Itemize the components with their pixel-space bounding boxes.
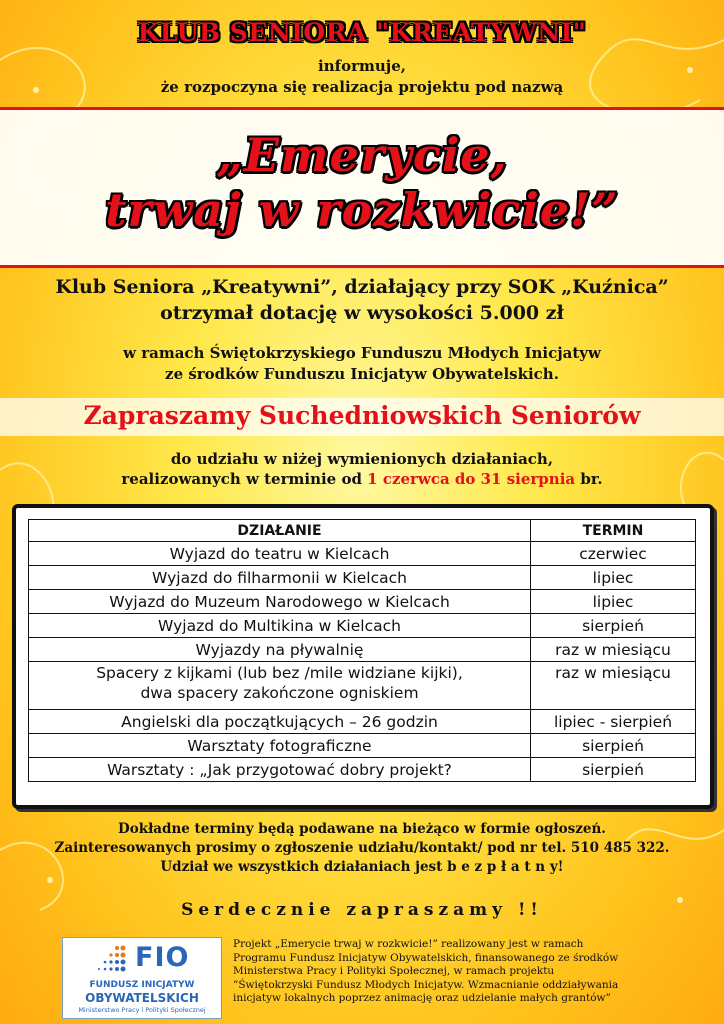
table-row — [29, 662, 696, 710]
logo-subtitle-1: FUNDUSZ INICJATYW — [89, 980, 195, 990]
header-project-intro: że rozpoczyna się realizacja projektu pod nazwą — [160, 78, 564, 96]
date-range: 1 czerwca do 31 sierpnia — [367, 470, 576, 488]
schedule-table — [28, 519, 696, 782]
table-row — [29, 566, 696, 590]
project-note-line-4: ”Świętokrzyski Fundusz Młodych Inicjatyw. Wzmacnianie oddziaływania — [233, 978, 619, 991]
activity-cell — [29, 662, 531, 710]
term-cell: lipiec — [531, 590, 696, 614]
term-cell: raz w miesiącu — [531, 662, 696, 710]
activity-cell: Wyjazd do filharmonii w Kielcach — [29, 566, 531, 590]
grant-line-1: Klub Seniora „Kreatywni”, działający przy SOK „Kuźnica” — [55, 276, 669, 298]
logo-subtitle-2: OBYWATELSKICH — [85, 991, 199, 1005]
table-row — [29, 758, 696, 782]
term-cell: lipiec - sierpień — [531, 710, 696, 734]
table-row — [29, 614, 696, 638]
header-activity: DZIAŁANIE — [29, 520, 531, 542]
logo-mark: FIO — [135, 942, 190, 973]
grant-line-4: ze środków Funduszu Inicjatyw Obywatelskich. — [165, 365, 559, 383]
activity-cell: Wyjazd do Multikina w Kielcach — [29, 614, 531, 638]
club-title: KLUB SENIORA "KREATYWNI" — [137, 18, 587, 47]
header-term: TERMIN — [531, 520, 696, 542]
invite-headline: Zapraszamy Suchedniowskich Seniorów — [83, 401, 641, 430]
invite-line-2-start: realizowanych w terminie od — [121, 470, 368, 488]
project-title-line-1: „Emerycie, — [216, 128, 508, 182]
activity-cell: Wyjazd do teatru w Kielcach — [29, 542, 531, 566]
term-cell: lipiec — [531, 566, 696, 590]
footer-line-2: Zainteresowanych prosimy o zgłoszenie udziału/kontakt/ pod nr tel. 510 485 322. — [54, 840, 670, 856]
schedule-box — [12, 504, 714, 809]
header-informs: informuje, — [318, 57, 406, 75]
project-note-line-1: Projekt „Emerycie trwaj w rozkwicie!” realizowany jest w ramach — [233, 938, 584, 950]
logo-ministry: Ministerstwo Pracy i Polityki Społecznej — [78, 1006, 206, 1014]
term-cell: sierpień — [531, 614, 696, 638]
table-row — [29, 710, 696, 734]
dots-icon — [85, 944, 131, 978]
term-cell: sierpień — [531, 758, 696, 782]
project-note-line-3: Ministerstwa Pracy i Polityki Społecznej, w ramach projektu — [233, 965, 555, 977]
invite-line-2-end: br. — [575, 470, 603, 488]
closing-invitation: Serdecznie zapraszamy !! — [181, 900, 543, 920]
activity-line-1: Spacery z kijkami (lub bez /mile widziane kijki), — [96, 664, 463, 682]
table-row — [29, 638, 696, 662]
project-note — [233, 938, 688, 1006]
activity-cell: Wyjazdy na pływalnię — [29, 638, 531, 662]
activity-cell: Warsztaty fotograficzne — [29, 734, 531, 758]
footer-line-1: Dokładne terminy będą podawane na bieżąco w formie ogłoszeń. — [118, 821, 606, 837]
activity-cell: Wyjazd do Muzeum Narodowego w Kielcach — [29, 590, 531, 614]
table-header-row — [29, 520, 696, 542]
invite-line-1: do udziału w niżej wymienionych działaniach, — [170, 450, 554, 468]
table-row — [29, 590, 696, 614]
term-cell: sierpień — [531, 734, 696, 758]
table-row — [29, 542, 696, 566]
project-note-line-5: inicjatyw lokalnych poprzez animację oraz udzielanie małych grantów” — [233, 992, 611, 1004]
project-title-line-2: trwaj w rozkwicie!” — [105, 183, 619, 237]
activity-cell: Angielski dla początkujących – 26 godzin — [29, 710, 531, 734]
activity-line-2: dwa spacery zakończone ogniskiem — [140, 684, 419, 702]
activity-cell: Warsztaty : „Jak przygotować dobry projekt? — [29, 758, 531, 782]
term-cell: raz w miesiącu — [531, 638, 696, 662]
project-note-line-2: Programu Fundusz Inicjatyw Obywatelskich, finansowanego ze środków — [233, 951, 619, 964]
table-row — [29, 734, 696, 758]
footer-line-3: Udział we wszystkich działaniach jest b e z p ł a t n y! — [160, 859, 564, 875]
fio-logo — [62, 937, 222, 1019]
grant-line-2: otrzymał dotację w wysokości 5.000 zł — [160, 302, 564, 324]
invite-line-2 — [0, 470, 724, 488]
grant-line-3: w ramach Świętokrzyskiego Funduszu Młodych Inicjatyw — [123, 344, 601, 362]
term-cell: czerwiec — [531, 542, 696, 566]
